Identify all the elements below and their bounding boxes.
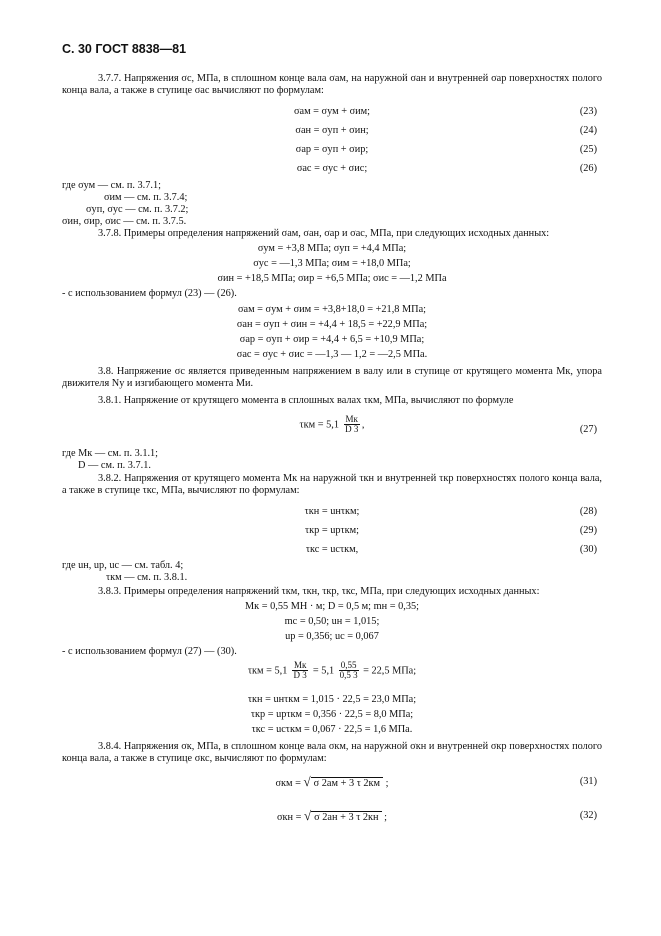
formula-27-lhs: τкм = 5,1 [299, 419, 339, 431]
formula-29: τкр = uрτкм; [304, 525, 360, 536]
paragraph-3-8-3: 3.8.3. Примеры определения напряжений τкм, τкн, τкр, τкс, МПа, при следующих исходных данных: [98, 586, 540, 597]
fraction-numerator: Мк [293, 660, 307, 670]
fraction [344, 415, 360, 435]
paragraph-3-7-8: 3.7.8. Примеры определения напряжений σам, σан, σар и σас, МПа, при следующих исходных данных: [98, 228, 550, 239]
result-line: τкн = uнτкм = 1,015 · 22,5 = 23,0 МПа; [247, 694, 417, 705]
fraction-denominator: D 3 [293, 670, 307, 681]
sqrt-icon: √ [303, 774, 311, 789]
formula-number-26: (26) [579, 163, 597, 174]
formula-31-radicand: σ 2ам + 3 τ 2км [311, 777, 383, 789]
example-rhs: = 22,5 МПа; [363, 665, 417, 677]
formula-32: σкн = √ σ 2ан + 3 τ 2кн ; [276, 808, 387, 823]
formula-26: σас = σус + σис; [296, 163, 368, 174]
result-line: σам = σум + σим = +3,8+18,0 = +21,8 МПа; [237, 304, 427, 315]
input-data-line: σус = —1,3 МПа; σим = +18,0 МПа; [253, 258, 411, 269]
input-data-line: σум = +3,8 МПа; σуп = +4,4 МПа; [257, 243, 407, 254]
formula-number-27: (27) [579, 424, 597, 435]
formula-number-32: (32) [579, 810, 597, 821]
sqrt-icon: √ [304, 808, 312, 823]
formula-number-25: (25) [579, 144, 597, 155]
formula-30: τкс = uсτкм, [305, 544, 359, 555]
formula-number-29: (29) [579, 525, 597, 536]
formula-28: τкн = uнτкм; [304, 506, 360, 517]
paragraph-3-8-4: 3.8.4. Напряжения σк, МПа, в сплошном конце вала σкм, на наружной σкн и внутренней σкр поверхностях полого конца вала, а также в ступице σкс, вычисляют по формулам: [62, 741, 602, 765]
input-data-line: σин = +18,5 МПа; σир = +6,5 МПа; σис = —1,2 МПа [217, 273, 447, 284]
input-data-line: Мк = 0,55 МН · м; D = 0,5 м; mн = 0,35; [245, 601, 419, 612]
paragraph-3-8-1: 3.8.1. Напряжение от крутящего момента в сплошных валах τкм, МПа, вычисляют по формуле [98, 395, 514, 406]
paragraph-3-8: 3.8. Напряжение σс является приведенным напряжением в валу или в ступице от крутящего момента Мк, упора движителя Nу и изгибающего момента Ми. [62, 366, 602, 390]
fraction-numerator: 0,55 [340, 660, 357, 670]
using-formulas-note: - с использованием формул (23) — (26). [62, 288, 237, 299]
where-line: D — см. п. 3.7.1. [78, 460, 151, 471]
where-line: σуп, σус — см. п. 3.7.2; [86, 204, 189, 215]
example-mid: = 5,1 [312, 665, 335, 677]
formula-27: τкм = 5,1 $\frac{Мк}{D 3}$ , [299, 414, 365, 435]
formula-number-28: (28) [579, 506, 597, 517]
formula-31: σкм = √ σ 2ам + 3 τ 2км ; [275, 774, 389, 789]
fraction-denominator: D 3 [345, 424, 359, 435]
formula-32-radicand: σ 2ан + 3 τ 2кн [311, 811, 381, 823]
page-header: С. 30 ГОСТ 8838—81 [62, 42, 187, 56]
where-line: σин, σир, σис — см. п. 3.7.5. [62, 216, 187, 227]
paragraph-3-7-7: 3.7.7. Напряжения σс, МПа, в сплошном конце вала σам, на наружной σан и внутренней σар поверхностях полого конца вала, а также в ступице σас вычисляют по формулам: [62, 73, 602, 97]
example-formula-27 [62, 661, 602, 681]
fraction [339, 661, 359, 681]
fraction-numerator: Мк [345, 414, 358, 424]
result-line: σан = σуп + σин = +4,4 + 18,5 = +22,9 МПа; [236, 319, 428, 330]
where-line: σим — см. п. 3.7.4; [104, 192, 188, 203]
result-line: σас = σус + σис = —1,3 — 1,2 = —2,5 МПа. [236, 349, 428, 360]
input-data-line: mс = 0,50; uн = 1,015; [284, 616, 380, 627]
fraction-denominator: 0,5 3 [339, 670, 358, 681]
result-line: τкс = uсτкм = 0,067 · 22,5 = 1,6 МПа. [251, 724, 413, 735]
formula-number-23: (23) [579, 106, 597, 117]
formula-number-30: (30) [579, 544, 597, 555]
formula-31-lhs: σкм = [275, 778, 301, 789]
formula-24: σан = σуп + σин; [295, 125, 369, 136]
using-formulas-note: - с использованием формул (27) — (30). [62, 646, 237, 657]
result-line: τкр = uрτкм = 0,356 · 22,5 = 8,0 МПа; [250, 709, 414, 720]
formula-number-24: (24) [579, 125, 597, 136]
result-line: σар = σуп + σир = +4,4 + 6,5 = +10,9 МПа; [239, 334, 425, 345]
formula-number-31: (31) [579, 776, 597, 787]
example-lhs: τкм = 5,1 [247, 665, 288, 677]
where-line: где σум — см. п. 3.7.1; [62, 180, 161, 191]
input-data-line: uр = 0,356; uс = 0,067 [285, 631, 379, 642]
formula-25: σар = σуп + σир; [295, 144, 369, 155]
where-line: где Мк — см. п. 3.1.1; [62, 448, 159, 459]
formula-23: σам = σум + σим; [293, 106, 371, 117]
formula-32-lhs: σкн = [276, 812, 302, 823]
where-line: где uн, uр, uс — см. табл. 4; [62, 560, 184, 571]
paragraph-3-8-2: 3.8.2. Напряжения от крутящего момента Мк на наружной τкн и внутренней τкр поверхностях полого конца вала, а также в ступице τкс, МПа, вычисляют по формулам: [62, 473, 602, 497]
fraction [292, 661, 308, 681]
where-line: τкм — см. п. 3.8.1. [106, 572, 188, 583]
